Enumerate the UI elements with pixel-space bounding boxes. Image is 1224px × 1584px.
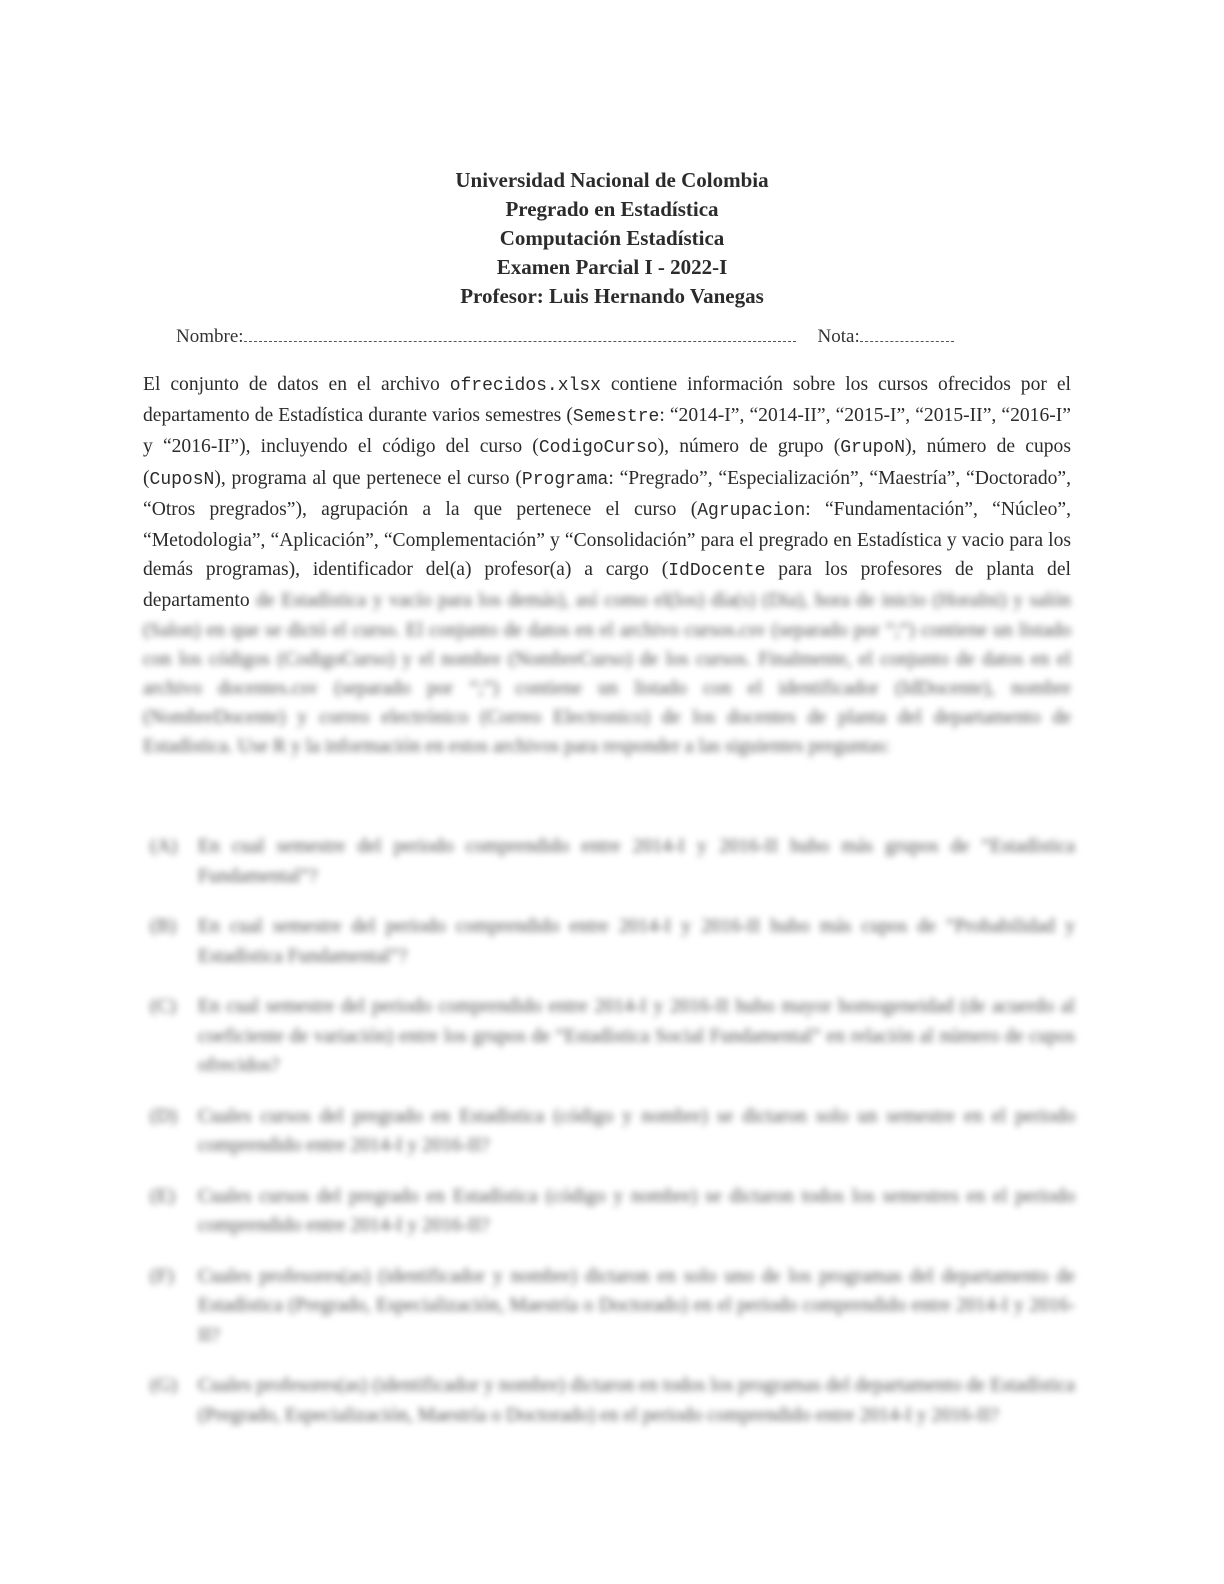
intro-text: : “Pregrado”, “Especialización”, “Maestría”, “Doctorado”, “Otros pregrados”), agrupación a la que pertenece el curso ( bbox=[143, 467, 1072, 520]
question-label: (E) bbox=[150, 1185, 176, 1207]
header-exam: Examen Parcial I - 2022-I bbox=[496, 255, 728, 279]
var-semestre: Semestre bbox=[572, 407, 660, 428]
header-professor: Profesor: Luis Hernando Vanegas bbox=[460, 284, 764, 308]
var-codigo: CodigoCurso bbox=[538, 438, 658, 459]
name-grade-row bbox=[176, 326, 986, 348]
header-course: Computación Estadística bbox=[499, 226, 725, 250]
question-label: (A) bbox=[150, 836, 178, 857]
intro-text: ), programa al que pertenece el curso ( bbox=[214, 467, 522, 489]
question-text: En cual semestre del periodo comprendido entre 2014-I y 2016-II hubo mayor homogeneidad (de acuerdo al coeficiente de variación) entre los grupos de “Estadística Social Fundamental” en relación al número de cupos ofrecidos? bbox=[198, 996, 1075, 1076]
var-programa: Programa bbox=[521, 469, 609, 490]
question-item bbox=[150, 1262, 1075, 1351]
name-label: Nombre: bbox=[176, 326, 244, 347]
intro-text: : “2014-I”, “2014-II”, “2015-I”, “2015-II”, “2016-I” y “2016-II”), incluyendo el código del curso ( bbox=[143, 405, 1072, 458]
var-grupo: GrupoN bbox=[840, 438, 906, 459]
question-label: (C) bbox=[150, 996, 177, 1017]
question-text: En cual semestre del periodo comprendido entre 2014-I y 2016-II hubo más cupos de “Probabilidad y Estadística Fundamental”? bbox=[198, 916, 1075, 967]
intro-text: para los profesores de planta del departamento bbox=[143, 559, 1071, 612]
exam-header bbox=[0, 166, 1224, 311]
question-item bbox=[150, 1371, 1075, 1430]
header-university: Universidad Nacional de Colombia bbox=[455, 168, 769, 192]
question-text: Cuales profesores(as) (identificador y nombre) dictaron en solo uno de los programas del departamento de Estadística (Pregrado, Especialización, Maestría o Doctorado) en el periodo comprendido entre 2014-I y 2016-II? bbox=[198, 1265, 1075, 1346]
file-name: ofrecidos.xlsx bbox=[449, 376, 601, 396]
question-label: (F) bbox=[150, 1265, 174, 1287]
grade-field[interactable] bbox=[860, 327, 954, 342]
question-label: (B) bbox=[150, 916, 177, 937]
question-text: Cuales profesores(as) (identificador y nombre) dictaron en todos los programas del departamento de Estadística (Pregrado, Especialización, Maestría o Doctorado) en el periodo comprendido entre 2014-I y 2016-II? bbox=[198, 1375, 1075, 1426]
question-item bbox=[150, 832, 1075, 891]
question-label: (D) bbox=[150, 1105, 178, 1127]
question-text: Cuales cursos del pregrado en Estadística (código y nombre) se dictaron solo un semestre en el periodo comprendido entre 2014-I y 2016-II? bbox=[198, 1105, 1075, 1156]
question-item bbox=[150, 1182, 1075, 1241]
question-list bbox=[150, 832, 1075, 1451]
name-field[interactable] bbox=[244, 327, 796, 342]
question-item bbox=[150, 912, 1075, 971]
question-text: Cuales cursos del pregrado en Estadística (código y nombre) se dictaron todos los semestres en el periodo comprendido entre 2014-I y 2016-II? bbox=[198, 1185, 1075, 1236]
blurred-text: de Estadística y vacío para los demás), así como el(los) día(s) (Dia), hora de inicio (HoraIni) y salón (Salon) en que se dictó el curso. El conjunto de datos en el archivo cursos.csv (separado por “;”) contiene un listado con los códigos (CodigoCurso) y el nombre (NombreCurso) de los cursos. Finalmente, el conjunto de datos en el archivo docentes.csv (separado por “;”) contiene un listado con el identificador (IdDocente), nombre (NombreDocente) y correo electrónico (Correo Electronico) de los docentes de planta del departamento de Estadística. Use R y la información en estos archivos para responder a las siguientes preguntas: bbox=[143, 590, 1071, 758]
var-agrupacion: Agrupacion bbox=[697, 500, 806, 521]
var-docente: IdDocente bbox=[668, 561, 766, 582]
intro-text: contiene información sobre los cursos ofrecidos por el departamento de Estadística durante varios semestres ( bbox=[143, 374, 1071, 427]
question-label: (G) bbox=[150, 1375, 178, 1396]
question-item bbox=[150, 1102, 1075, 1161]
intro-text: ), número de grupo ( bbox=[657, 436, 841, 458]
header-program: Pregrado en Estadística bbox=[505, 197, 719, 221]
intro-text: ), número de cupos ( bbox=[143, 436, 1071, 489]
question-text: En cual semestre del periodo comprendido entre 2014-I y 2016-II hubo más grupos de “Estadística Fundamental”? bbox=[198, 836, 1075, 887]
intro-paragraph bbox=[143, 370, 1071, 762]
intro-text: El conjunto de datos en el archivo bbox=[143, 374, 450, 395]
grade-label: Nota: bbox=[817, 326, 860, 347]
intro-text: : “Fundamentación”, “Núcleo”, “Metodologia”, “Aplicación”, “Complementación” y “Consolidación” para el pregrado en Estadística y vacio para los demás programas), identificador del(a) profesor(a) a cargo ( bbox=[143, 498, 1071, 581]
var-cupos: CuposN bbox=[149, 469, 215, 490]
question-item bbox=[150, 992, 1075, 1081]
